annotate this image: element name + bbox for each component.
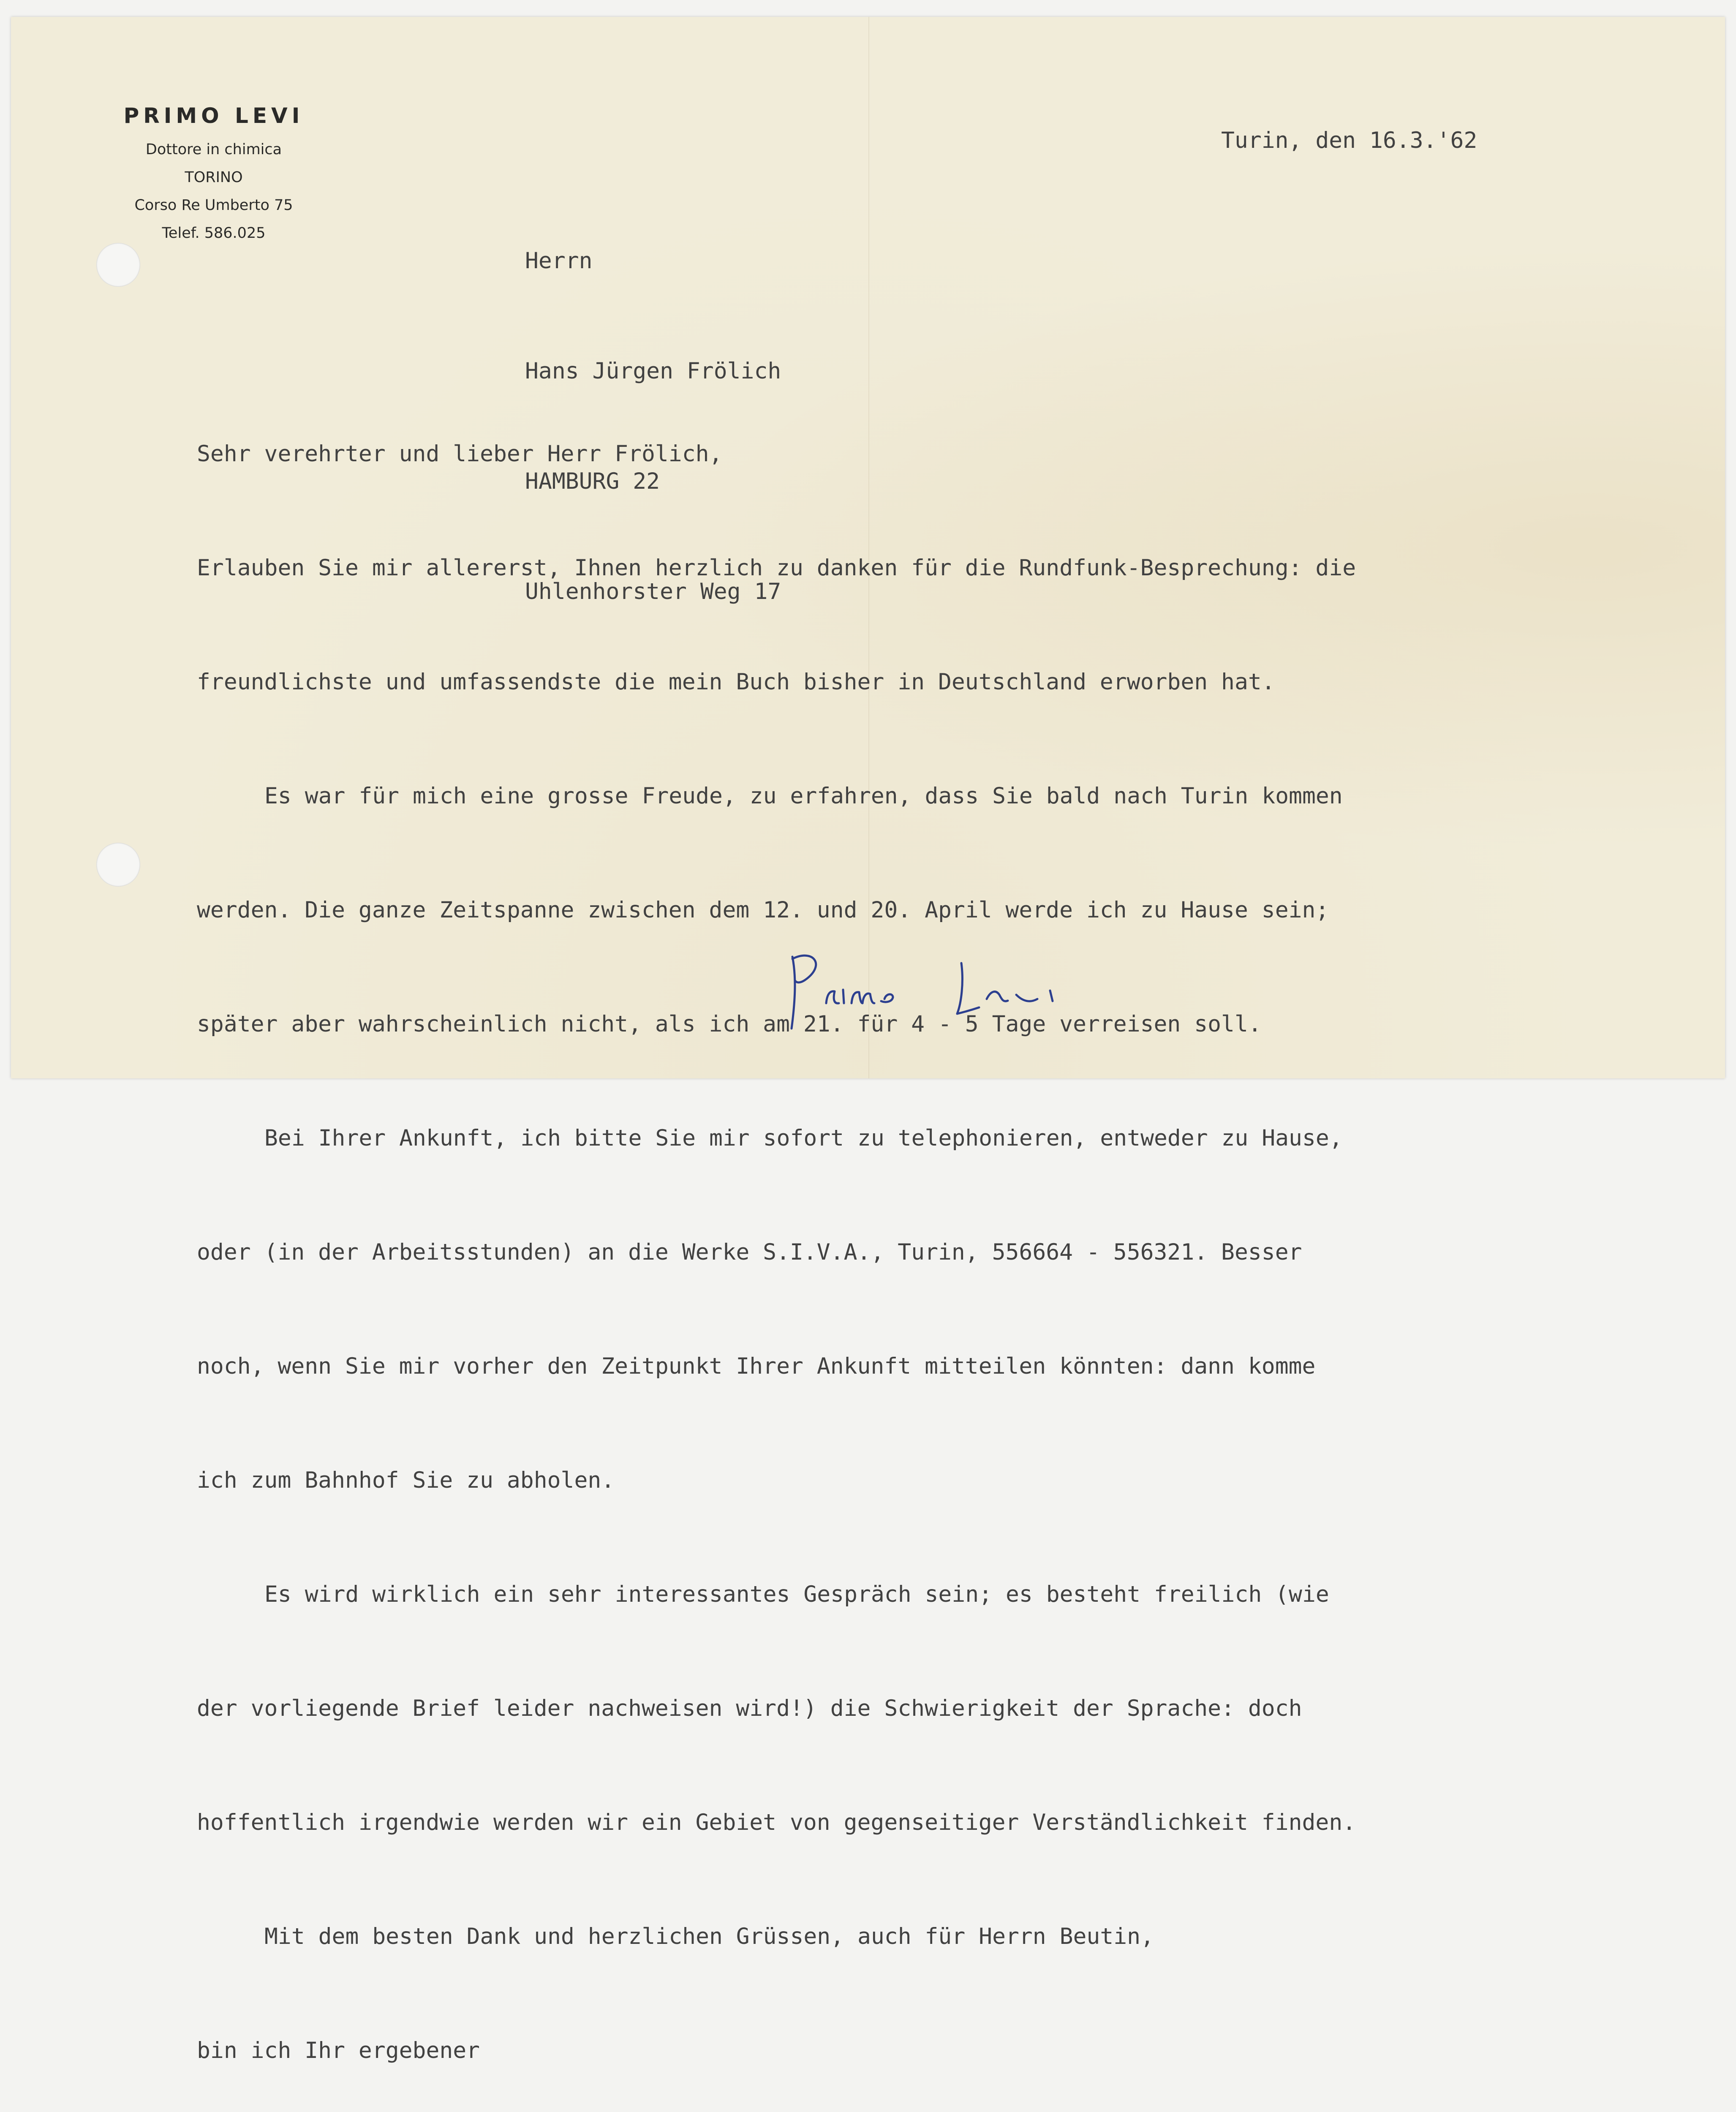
body-line: später aber wahrscheinlich nicht, als ich am 21. für 4 - 5 Tage verreisen soll.: [197, 1011, 1262, 1037]
body-line: Mit dem besten Dank und herzlichen Grüssen, auch für Herrn Beutin,: [264, 1924, 1154, 1949]
letterhead-city: TORINO: [185, 169, 243, 186]
body-line: freundlichste und umfassendste die mein Buch bisher in Deutschland erworben hat.: [197, 669, 1275, 695]
letter-date: Turin, den 16.3.'62: [1221, 128, 1478, 153]
letterhead: [95, 103, 332, 247]
body-line: Es war für mich eine grosse Freude, zu erfahren, dass Sie bald nach Turin kommen: [264, 783, 1343, 809]
recipient-street: Uhlenhorster Weg 17: [525, 579, 781, 604]
body-line: der vorliegende Brief leider nachweisen wird!) die Schwierigkeit der Sprache: doch: [197, 1696, 1302, 1721]
signature-strokes: [792, 955, 1053, 1029]
body-line: hoffentlich irgendwie werden wir ein Gebiet von gegenseitiger Verständlichkeit finden.: [197, 1810, 1356, 1835]
letterhead-name: PRIMO LEVI: [123, 103, 304, 128]
body-line: ich zum Bahnhof Sie zu abholen.: [197, 1467, 615, 1493]
recipient-city: HAMBURG 22: [525, 468, 660, 494]
body-line: oder (in der Arbeitsstunden) an die Werke S.I.V.A., Turin, 556664 - 556321. Besser: [197, 1239, 1302, 1265]
body-line: Es wird wirklich ein sehr interessantes Gespräch sein; es besteht freilich (wie: [264, 1581, 1329, 1607]
handwritten-signature: [780, 940, 1084, 1037]
punch-hole-bottom: [96, 843, 140, 887]
body-line: werden. Die ganze Zeitspanne zwischen dem 12. und 20. April werde ich zu Hause sein;: [197, 897, 1329, 923]
recipient-salutation: Herrn: [525, 248, 593, 274]
closing-line: bin ich Ihr ergebener: [197, 2038, 480, 2063]
body-line: Erlauben Sie mir allererst, Ihnen herzlich zu danken für die Rundfunk-Besprechung: die: [197, 555, 1356, 581]
body-line: Bei Ihrer Ankunft, ich bitte Sie mir sofort zu telephonieren, entweder zu Hause,: [264, 1125, 1343, 1151]
letter-body: [197, 359, 1356, 2112]
letterhead-title: Dottore in chimica: [145, 141, 282, 158]
punch-hole-top: [96, 243, 140, 287]
greeting-line: Sehr verehrter und lieber Herr Frölich,: [197, 441, 723, 467]
letter-sheet: [11, 17, 1725, 2063]
body-line: noch, wenn Sie mir vorher den Zeitpunkt Ihrer Ankunft mitteilen könnten: dann komme: [197, 1353, 1316, 1379]
letterhead-phone: Telef. 586.025: [162, 225, 266, 242]
recipient-name: Hans Jürgen Frölich: [525, 358, 781, 384]
letterhead-street: Corso Re Umberto 75: [134, 197, 293, 214]
